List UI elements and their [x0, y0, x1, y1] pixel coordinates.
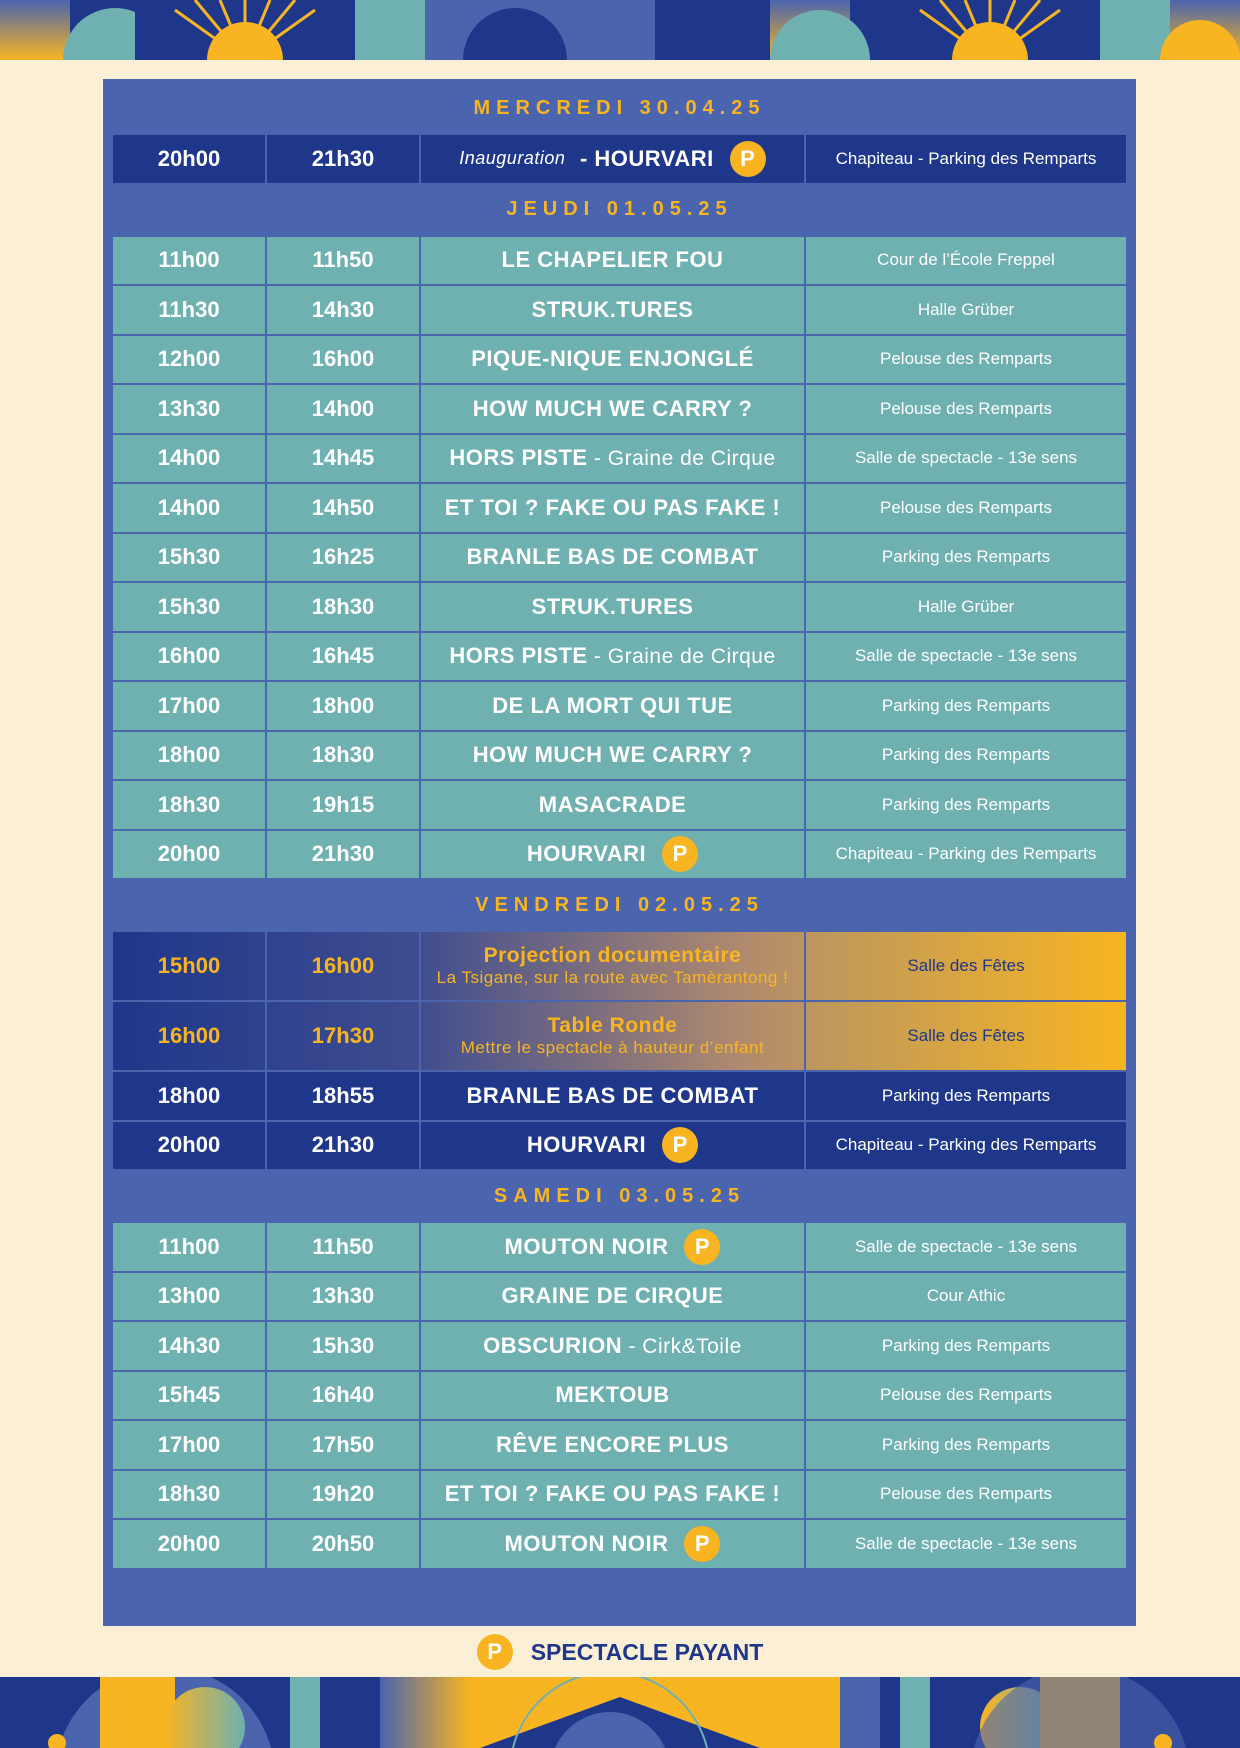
event-title: HORS PISTE [449, 445, 588, 471]
event-location: Pelouse des Remparts [880, 349, 1052, 369]
event-cell [421, 534, 806, 582]
event-title-line [449, 643, 775, 669]
paid-badge-icon: P [730, 141, 766, 177]
event-title-line [483, 1333, 742, 1359]
event-title: MOUTON NOIR [504, 1530, 669, 1556]
event-block [449, 643, 775, 669]
end-time: 13h30 [267, 1273, 421, 1321]
event-title-line [496, 1432, 729, 1458]
schedule-row [113, 286, 1126, 334]
start-time: 15h45 [113, 1372, 267, 1420]
event-location: Salle des Fêtes [907, 1026, 1025, 1045]
schedule-row [113, 1372, 1126, 1420]
event-cell [421, 1072, 806, 1120]
event-title-line [473, 742, 753, 768]
schedule-row [113, 336, 1126, 384]
start-time: 20h00 [113, 135, 267, 183]
end-time: 14h30 [267, 286, 421, 334]
event-cell [421, 831, 806, 879]
event-title-line [473, 396, 753, 422]
event-cell [421, 932, 806, 1000]
schedule-row [113, 1421, 1126, 1469]
event-cell [421, 484, 806, 532]
event-title: STRUK.TURES [531, 296, 694, 322]
schedule-row [113, 1322, 1126, 1370]
start-time: 14h00 [113, 435, 267, 483]
end-time: 17h50 [267, 1421, 421, 1469]
event-location: Pelouse des Remparts [880, 1385, 1052, 1405]
event-block [492, 693, 732, 719]
event-cell [421, 732, 806, 780]
end-time: 21h30 [267, 831, 421, 879]
event-block [467, 1083, 759, 1109]
event-title: ET TOI ? FAKE OU PAS FAKE ! [444, 494, 781, 520]
event-title-line [527, 841, 646, 867]
end-time: 14h45 [267, 435, 421, 483]
end-time: 21h30 [267, 1122, 421, 1170]
event-block [437, 944, 789, 988]
end-time: 17h30 [267, 1002, 421, 1070]
top-decoration [0, 0, 1240, 60]
event-title: HORS PISTE [449, 643, 588, 669]
event-title: HOURVARI [594, 145, 714, 171]
event-cell [421, 435, 806, 483]
paid-badge-icon: P [684, 1526, 720, 1562]
event-block [461, 1014, 764, 1058]
schedule-row [113, 1520, 1126, 1568]
event-cell [421, 1322, 806, 1370]
event-title: HOW MUCH WE CARRY ? [472, 395, 753, 421]
event-block [502, 247, 724, 273]
end-time: 18h30 [267, 583, 421, 631]
schedule-row [113, 633, 1126, 681]
day-header: VENDREDI 02.05.25 [475, 893, 764, 916]
event-block [473, 742, 753, 768]
schedule-row [113, 1273, 1126, 1321]
schedule-row [113, 1223, 1126, 1271]
event-title-line [505, 1234, 669, 1260]
start-time: 20h00 [113, 831, 267, 879]
start-time: 20h00 [113, 1122, 267, 1170]
event-block [527, 836, 698, 872]
event-title: DE LA MORT QUI TUE [492, 692, 733, 718]
start-time: 17h00 [113, 1421, 267, 1469]
event-title: OBSCURION [483, 1332, 623, 1358]
start-time: 14h30 [113, 1322, 267, 1370]
start-time: 18h00 [113, 732, 267, 780]
bottom-decoration [0, 1677, 1240, 1748]
start-time: 18h00 [113, 1072, 267, 1120]
schedule-row [113, 484, 1126, 532]
event-block [527, 1127, 698, 1163]
schedule-row [113, 1002, 1126, 1070]
start-time: 12h00 [113, 336, 267, 384]
schedule-row [113, 1072, 1126, 1120]
end-time: 20h50 [267, 1520, 421, 1568]
event-company: Graine de Cirque [607, 447, 776, 471]
event-title-line [467, 544, 759, 570]
event-title-line [555, 1382, 669, 1408]
event-location: Parking des Remparts [881, 794, 1051, 814]
event-cell [421, 336, 806, 384]
event-location: Chapiteau - Parking des Remparts [835, 1135, 1097, 1155]
event-location: Salle de spectacle - 13e sens [854, 646, 1078, 666]
end-time: 18h30 [267, 732, 421, 780]
event-title-line [539, 792, 687, 818]
event-cell [421, 633, 806, 681]
schedule-row [113, 932, 1126, 1000]
event-block [471, 346, 754, 372]
event-title-line [449, 445, 775, 471]
event-title-line [573, 146, 713, 172]
start-time: 15h30 [113, 583, 267, 631]
schedule-row [113, 583, 1126, 631]
paid-badge-icon: P [662, 836, 698, 872]
event-title-line [445, 495, 780, 521]
event-separator: - [587, 447, 608, 471]
event-cell [421, 1471, 806, 1519]
event-title: STRUK.TURES [531, 593, 694, 619]
event-location: Parking des Remparts [881, 1434, 1051, 1454]
event-cell [421, 1122, 806, 1170]
end-time: 18h55 [267, 1072, 421, 1120]
event-company: Graine de Cirque [607, 645, 776, 669]
schedule-row [113, 534, 1126, 582]
start-time: 13h00 [113, 1273, 267, 1321]
event-title: MEKTOUB [555, 1382, 670, 1408]
event-location: Salle de spectacle - 13e sens [854, 1236, 1078, 1256]
end-time: 14h50 [267, 484, 421, 532]
event-location: Parking des Remparts [881, 1085, 1051, 1105]
schedule-row [113, 237, 1126, 285]
event-separator: - [622, 1334, 643, 1358]
event-location: Chapiteau - Parking des Remparts [835, 148, 1097, 168]
event-location: Pelouse des Remparts [880, 1484, 1052, 1504]
event-cell [421, 1273, 806, 1321]
event-title: BRANLE BAS DE COMBAT [466, 544, 759, 570]
start-time: 15h30 [113, 534, 267, 582]
event-block [502, 1283, 724, 1309]
schedule-row [113, 682, 1126, 730]
event-title-line [527, 1132, 646, 1158]
event-cell [421, 385, 806, 433]
event-separator: - [573, 145, 595, 171]
end-time: 18h00 [267, 682, 421, 730]
event-title: Table Ronde [547, 1014, 678, 1038]
event-block [445, 1481, 780, 1507]
event-title-line [502, 247, 724, 273]
end-time: 19h15 [267, 781, 421, 829]
event-cell [421, 1372, 806, 1420]
start-time: 11h30 [113, 286, 267, 334]
paid-badge-icon: P [477, 1634, 513, 1670]
start-time: 18h30 [113, 1471, 267, 1519]
end-time: 21h30 [267, 135, 421, 183]
event-location: Cour de l’École Freppel [877, 250, 1055, 270]
event-location: Halle Grüber [917, 299, 1015, 319]
event-title-line [532, 297, 694, 323]
start-time: 17h00 [113, 682, 267, 730]
event-cell [421, 135, 806, 183]
event-cell [421, 1520, 806, 1568]
end-time: 15h30 [267, 1322, 421, 1370]
schedule-row [113, 135, 1126, 183]
event-location: Salle de spectacle - 13e sens [854, 1533, 1078, 1553]
legend [0, 1632, 1240, 1672]
event-cell [421, 237, 806, 285]
schedule-row [113, 435, 1126, 483]
event-cell [421, 682, 806, 730]
start-time: 15h00 [113, 932, 267, 1000]
event-block [449, 445, 775, 471]
event-subtitle: Mettre le spectacle à hauteur d’enfant [460, 1038, 765, 1058]
event-cell [421, 1002, 806, 1070]
schedule-row [113, 1122, 1126, 1170]
schedule-row [113, 831, 1126, 879]
event-title-line [467, 1083, 759, 1109]
schedule-row [113, 385, 1126, 433]
event-intro: Inauguration [459, 148, 566, 169]
event-location: Cour Athic [926, 1286, 1006, 1306]
end-time: 11h50 [267, 237, 421, 285]
event-title: Projection documentaire [483, 944, 742, 968]
event-company: Cirk&Toile [642, 1334, 742, 1358]
event-cell [421, 781, 806, 829]
event-location: Chapiteau - Parking des Remparts [835, 844, 1097, 864]
event-block [459, 141, 765, 177]
start-time: 11h00 [113, 237, 267, 285]
event-block [505, 1229, 721, 1265]
event-location: Pelouse des Remparts [880, 398, 1052, 418]
end-time: 11h50 [267, 1223, 421, 1271]
event-block [496, 1432, 729, 1458]
start-time: 16h00 [113, 633, 267, 681]
event-title-line [502, 1283, 724, 1309]
event-title: HOW MUCH WE CARRY ? [472, 742, 753, 768]
start-time: 20h00 [113, 1520, 267, 1568]
event-title: GRAINE DE CIRQUE [501, 1283, 724, 1309]
event-cell [421, 286, 806, 334]
end-time: 16h45 [267, 633, 421, 681]
event-title: LE CHAPELIER FOU [501, 247, 724, 273]
event-title-line [505, 1531, 669, 1557]
event-title: PIQUE-NIQUE ENJONGLÉ [471, 346, 754, 372]
event-title: HOURVARI [526, 841, 647, 867]
event-title-line [471, 346, 754, 372]
event-block [445, 495, 780, 521]
day-header: JEUDI 01.05.25 [506, 198, 733, 220]
day-header: MERCREDI 30.04.25 [473, 96, 766, 119]
end-time: 19h20 [267, 1471, 421, 1519]
end-time: 16h40 [267, 1372, 421, 1420]
event-title: MOUTON NOIR [504, 1233, 669, 1259]
event-location: Salle de spectacle - 13e sens [854, 448, 1078, 468]
schedule-row [113, 781, 1126, 829]
paid-badge-icon: P [684, 1229, 720, 1265]
start-time: 11h00 [113, 1223, 267, 1271]
event-cell [421, 1421, 806, 1469]
schedule-panel [103, 79, 1136, 1626]
event-title-line [532, 594, 694, 620]
event-title-line [445, 1481, 780, 1507]
end-time: 16h00 [267, 932, 421, 1000]
start-time: 18h30 [113, 781, 267, 829]
event-location: Halle Grüber [917, 596, 1015, 616]
event-block [555, 1382, 669, 1408]
day-header: SAMEDI 03.05.25 [493, 1184, 746, 1207]
end-time: 16h00 [267, 336, 421, 384]
event-block [505, 1526, 721, 1562]
event-title: BRANLE BAS DE COMBAT [466, 1082, 759, 1108]
event-location: Parking des Remparts [881, 745, 1051, 765]
start-time: 14h00 [113, 484, 267, 532]
event-location: Salle des Fêtes [907, 956, 1025, 975]
event-title: RÊVE ENCORE PLUS [496, 1431, 729, 1457]
event-subtitle: La Tsigane, sur la route avec Tamèrantong ! [436, 968, 789, 988]
end-time: 16h25 [267, 534, 421, 582]
event-block [532, 594, 694, 620]
start-time: 16h00 [113, 1002, 267, 1070]
start-time: 13h30 [113, 385, 267, 433]
event-block [483, 1333, 742, 1359]
event-block [539, 792, 687, 818]
event-title: HOURVARI [526, 1132, 647, 1158]
event-title: MASACRADE [538, 791, 687, 817]
event-block [467, 544, 759, 570]
event-title: ET TOI ? FAKE OU PAS FAKE ! [444, 1481, 781, 1507]
event-location: Parking des Remparts [881, 1335, 1051, 1355]
schedule-row [113, 1471, 1126, 1519]
event-separator: - [587, 645, 608, 669]
event-location: Pelouse des Remparts [880, 497, 1052, 517]
event-cell [421, 583, 806, 631]
legend-label: SPECTACLE PAYANT [530, 1638, 764, 1665]
event-location: Parking des Remparts [881, 695, 1051, 715]
event-location: Parking des Remparts [881, 547, 1051, 567]
event-block [473, 396, 753, 422]
event-title-line [492, 693, 732, 719]
paid-badge-icon: P [662, 1127, 698, 1163]
event-cell [421, 1223, 806, 1271]
schedule-row [113, 732, 1126, 780]
event-block [532, 297, 694, 323]
end-time: 14h00 [267, 385, 421, 433]
